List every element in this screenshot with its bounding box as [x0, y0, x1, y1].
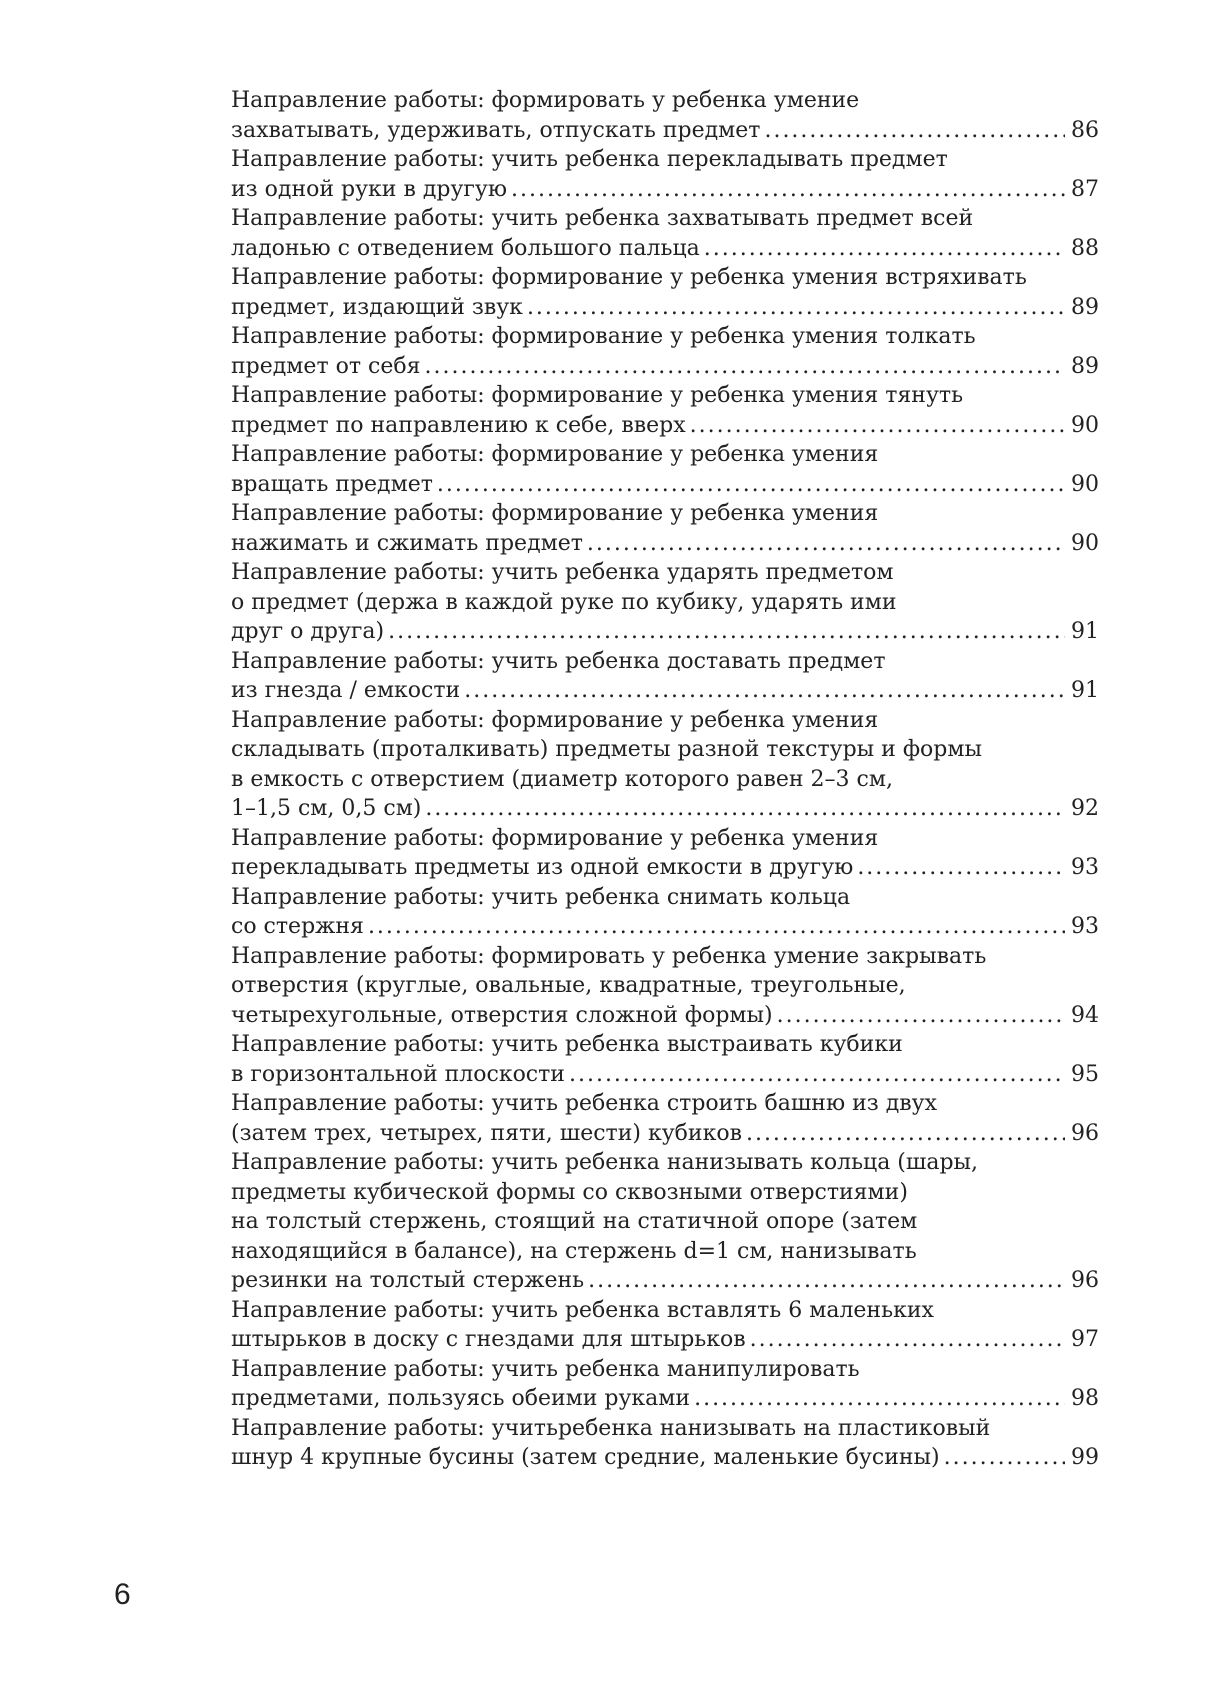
- toc-entry-text: друг о друга): [231, 619, 385, 644]
- toc-entry: [231, 1296, 1099, 1355]
- toc-entry: [231, 883, 1099, 942]
- toc-entry: [231, 1148, 1099, 1296]
- toc-entry-line: Направление работы: учить ребенка доставать предмет: [231, 648, 886, 674]
- toc-entry-page-number: 90: [1071, 471, 1099, 497]
- toc-entry-line: [231, 1001, 1099, 1031]
- toc-entry-text: в горизонтальной плоскости: [231, 1061, 565, 1087]
- toc-entry-page-number: 88: [1071, 235, 1099, 261]
- toc-entry-text: из одной руки в другую: [231, 176, 508, 202]
- toc-entry: [231, 499, 1099, 558]
- toc-entry: [231, 322, 1099, 381]
- toc-entry-line: [231, 1443, 1099, 1473]
- toc-entry-text: из гнезда / емкости: [231, 678, 461, 703]
- toc-entry-line: [231, 853, 1099, 883]
- dot-leader: [527, 293, 1065, 323]
- toc-entry-page-number: 95: [1071, 1061, 1099, 1087]
- toc-entry-line: [231, 352, 1099, 382]
- toc-entry-text: со стержня: [231, 914, 364, 939]
- toc-entry-text: предметами, пользуясь обеими руками: [231, 1386, 691, 1411]
- toc-entry-line: Направление работы: учить ребенка строить башню из двух: [231, 1091, 938, 1116]
- toc-entry: [231, 1355, 1099, 1414]
- toc-entry-line: [231, 676, 1099, 706]
- toc-entry-line: отверстия (круглые, овальные, квадратные, треугольные,: [231, 973, 906, 998]
- toc-entry-line: Направление работы: учить ребенка перекладывать предмет: [231, 147, 948, 172]
- toc-entry-page-number: 91: [1071, 678, 1099, 703]
- toc-entry-page-number: 91: [1071, 619, 1099, 644]
- toc-entry-line: Направление работы: учить ребенка манипулировать: [231, 1356, 860, 1382]
- toc-entry-text: вращать предмет: [231, 471, 433, 497]
- dot-leader: [764, 116, 1065, 146]
- toc-entry-line: Направление работы: формирование у ребенка умения: [231, 825, 879, 851]
- toc-entry-line: Направление работы: формирование у ребенка умения толкать: [231, 324, 976, 349]
- dot-leader: [388, 617, 1065, 647]
- dot-leader: [777, 1001, 1065, 1031]
- dot-leader: [569, 1060, 1065, 1090]
- toc-entry-line: [231, 411, 1099, 441]
- toc-entry-page-number: 98: [1071, 1386, 1099, 1411]
- toc-entry-page-number: 90: [1071, 412, 1099, 438]
- dot-leader: [704, 234, 1065, 264]
- toc-entry-line: предметы кубической формы со сквозными отверстиями): [231, 1179, 908, 1205]
- dot-leader: [588, 1266, 1065, 1296]
- toc-entry: [231, 558, 1099, 647]
- toc-entry: [231, 440, 1099, 499]
- dot-leader: [944, 1443, 1065, 1473]
- toc-entry-text: (затем трех, четырех, пяти, шести) кубиков: [231, 1120, 742, 1146]
- toc-entry: [231, 381, 1099, 440]
- toc-entry-line: Направление работы: формирование у ребенка умения: [231, 442, 879, 467]
- toc-entry-page-number: 86: [1071, 117, 1099, 143]
- toc-entry-text: резинки на толстый стержень: [231, 1268, 585, 1293]
- toc-entry-line: [231, 175, 1099, 205]
- toc-entry-text: шнур 4 крупные бусины (затем средние, маленькие бусины): [231, 1445, 940, 1470]
- toc-entry-page-number: 89: [1071, 353, 1099, 379]
- toc-entry: [231, 204, 1099, 263]
- toc-entry-line: о предмет (держа в каждой руке по кубику, ударять ими: [231, 589, 897, 615]
- toc-entry-text: штырьков в доску с гнездами для штырьков: [231, 1327, 746, 1352]
- toc-entry-line: [231, 1266, 1099, 1296]
- toc-entry-text: предмет по направлению к себе, вверх: [231, 412, 686, 438]
- toc-entry-page-number: 96: [1071, 1120, 1099, 1146]
- dot-leader: [437, 470, 1065, 500]
- toc-entry-line: [231, 234, 1099, 264]
- toc-entry-line: Направление работы: формирование у ребенка умения: [231, 707, 879, 733]
- toc-entry-text: предмет от себя: [231, 353, 421, 379]
- page-number: 6: [114, 1578, 131, 1611]
- toc-entry-line: [231, 1119, 1099, 1149]
- dot-leader: [368, 912, 1065, 942]
- toc-entry: [231, 1089, 1099, 1148]
- dot-leader: [424, 352, 1065, 382]
- toc-entry-page-number: 89: [1071, 294, 1099, 320]
- toc-entry-line: Направление работы: учить ребенка захватывать предмет всей: [231, 206, 974, 231]
- toc-entry-page-number: 94: [1071, 1002, 1099, 1028]
- toc-entry-line: [231, 529, 1099, 559]
- toc-entry-page-number: 92: [1071, 796, 1099, 821]
- toc-entry-line: Направление работы: учить ребенка ударять предметом: [231, 560, 894, 585]
- toc-entry: [231, 942, 1099, 1031]
- toc-entry-page-number: 97: [1071, 1327, 1099, 1352]
- dot-leader: [587, 529, 1065, 559]
- toc-entry-line: [231, 1384, 1099, 1414]
- toc-entry-page-number: 93: [1071, 914, 1099, 939]
- toc-entry-text: нажимать и сжимать предмет: [231, 530, 583, 556]
- toc-entry: [231, 145, 1099, 204]
- toc-entry: [231, 1030, 1099, 1089]
- toc-entry: [231, 263, 1099, 322]
- toc-entry-line: [231, 470, 1099, 500]
- toc-entry-line: Направление работы: формировать у ребенка умение: [231, 88, 860, 113]
- dot-leader: [690, 411, 1065, 441]
- toc-entry: [231, 706, 1099, 824]
- toc-entry-page-number: 87: [1071, 176, 1099, 202]
- toc-entry-page-number: 99: [1071, 1445, 1099, 1470]
- toc-entry-line: [231, 912, 1099, 942]
- toc-entry-page-number: 90: [1071, 530, 1099, 556]
- toc-entry-line: [231, 617, 1099, 647]
- toc-entry-line: Направление работы: учитьребенка нанизывать на пластиковый: [231, 1415, 991, 1441]
- dot-leader: [511, 175, 1065, 205]
- toc-entry-line: Направление работы: учить ребенка вставлять 6 маленьких: [231, 1297, 934, 1323]
- toc-entry-line: находящийся в балансе), на стержень d=1 см, нанизывать: [231, 1238, 917, 1264]
- toc-entry-page-number: 96: [1071, 1268, 1099, 1293]
- toc-entry-line: на толстый стержень, стоящий на статичной опоре (затем: [231, 1209, 918, 1234]
- toc-entry-text: ладонью с отведением большого пальца: [231, 235, 700, 261]
- toc-entry-line: [231, 1060, 1099, 1090]
- toc-entry-text: четырехугольные, отверстия сложной формы): [231, 1002, 773, 1028]
- dot-leader: [750, 1325, 1065, 1355]
- toc-entry-text: предмет, издающий звук: [231, 294, 523, 320]
- table-of-contents: [231, 86, 1099, 1473]
- toc-entry-line: Направление работы: формирование у ребенка умения: [231, 501, 879, 526]
- toc-entry-line: Направление работы: учить ребенка нанизывать кольца (шары,: [231, 1150, 979, 1175]
- toc-entry-text: захватывать, удерживать, отпускать предмет: [231, 117, 761, 143]
- dot-leader: [425, 794, 1065, 824]
- toc-entry: [231, 824, 1099, 883]
- toc-entry-line: Направление работы: формирование у ребенка умения встряхивать: [231, 265, 1027, 290]
- toc-entry: [231, 86, 1099, 145]
- dot-leader: [694, 1384, 1065, 1414]
- toc-entry-line: [231, 794, 1099, 824]
- toc-entry-page-number: 93: [1071, 855, 1099, 880]
- toc-entry-line: [231, 116, 1099, 146]
- toc-entry-line: в емкость с отверстием (диаметр которого равен 2–3 см,: [231, 766, 893, 792]
- toc-entry: [231, 1414, 1099, 1473]
- toc-entry-line: Направление работы: формировать у ребенка умение закрывать: [231, 943, 987, 969]
- toc-entry-line: Направление работы: формирование у ребенка умения тянуть: [231, 383, 964, 408]
- dot-leader: [746, 1119, 1065, 1149]
- toc-entry-line: складывать (проталкивать) предметы разной текстуры и формы: [231, 737, 983, 762]
- toc-entry-text: перекладывать предметы из одной емкости в другую: [231, 855, 854, 880]
- toc-entry-line: [231, 1325, 1099, 1355]
- toc-entry: [231, 647, 1099, 706]
- dot-leader: [464, 676, 1065, 706]
- toc-entry-line: Направление работы: учить ребенка снимать кольца: [231, 884, 851, 910]
- toc-entry-line: [231, 293, 1099, 323]
- toc-entry-line: Направление работы: учить ребенка выстраивать кубики: [231, 1032, 903, 1057]
- dot-leader: [857, 853, 1065, 883]
- toc-entry-text: 1–1,5 см, 0,5 см): [231, 796, 422, 821]
